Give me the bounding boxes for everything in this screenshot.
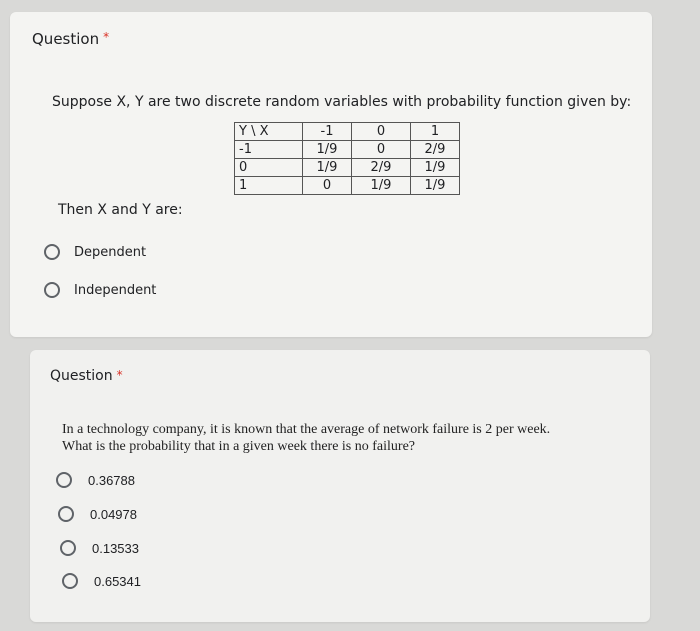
table-cell: 1/9 <box>411 159 460 177</box>
option-0-04978[interactable] <box>58 506 137 522</box>
option-0-65341[interactable] <box>62 573 141 589</box>
table-row <box>235 177 460 195</box>
table-cell: -1 <box>235 141 303 159</box>
option-label: 0.65341 <box>94 573 141 589</box>
table-cell: 1/9 <box>352 177 411 195</box>
option-label: 0.04978 <box>90 506 137 522</box>
table-cell: 0 <box>235 159 303 177</box>
option-dependent[interactable] <box>44 244 146 260</box>
radio-button[interactable] <box>62 573 78 589</box>
table-cell: -1 <box>303 123 352 141</box>
question-prompt: Suppose X, Y are two discrete random variables with probability function given by: <box>52 94 632 110</box>
question-title <box>32 30 109 48</box>
question-prompt-line-1: In a technology company, it is known that the average of network failure is 2 per week. <box>62 422 551 437</box>
question-title <box>50 368 123 384</box>
table-cell: 2/9 <box>352 159 411 177</box>
table-cell: Y \ X <box>235 123 303 141</box>
table-cell: 1/9 <box>303 159 352 177</box>
option-label: Dependent <box>74 244 147 260</box>
radio-button[interactable] <box>44 244 60 260</box>
table-cell: 0 <box>303 177 352 195</box>
table-cell: 1 <box>411 123 460 141</box>
radio-button[interactable] <box>56 472 72 488</box>
question-title-text: Question <box>50 368 113 384</box>
table-cell: 0 <box>352 123 411 141</box>
table-cell: 1/9 <box>411 177 460 195</box>
option-0-36788[interactable] <box>56 472 135 488</box>
required-asterisk: * <box>116 368 123 382</box>
question-title-text: Question <box>32 30 100 48</box>
required-asterisk: * <box>103 30 110 44</box>
table-header-row <box>235 123 460 141</box>
option-independent[interactable] <box>44 282 156 298</box>
table-cell: 2/9 <box>411 141 460 159</box>
table-row <box>235 141 460 159</box>
table-cell: 0 <box>352 141 411 159</box>
question-prompt-line-2: What is the probability that in a given week there is no failure? <box>62 439 415 454</box>
option-label: Independent <box>74 282 157 298</box>
radio-button[interactable] <box>44 282 60 298</box>
question-card-2 <box>30 350 650 622</box>
table-row <box>235 159 460 177</box>
table-cell: 1/9 <box>303 141 352 159</box>
table-cell: 1 <box>235 177 303 195</box>
radio-button[interactable] <box>60 540 76 556</box>
probability-table <box>234 122 460 195</box>
option-0-13533[interactable] <box>60 540 139 556</box>
option-label: 0.36788 <box>88 472 135 488</box>
question-followup: Then X and Y are: <box>58 202 183 218</box>
radio-button[interactable] <box>58 506 74 522</box>
option-label: 0.13533 <box>92 540 139 556</box>
question-card-1 <box>10 12 652 337</box>
